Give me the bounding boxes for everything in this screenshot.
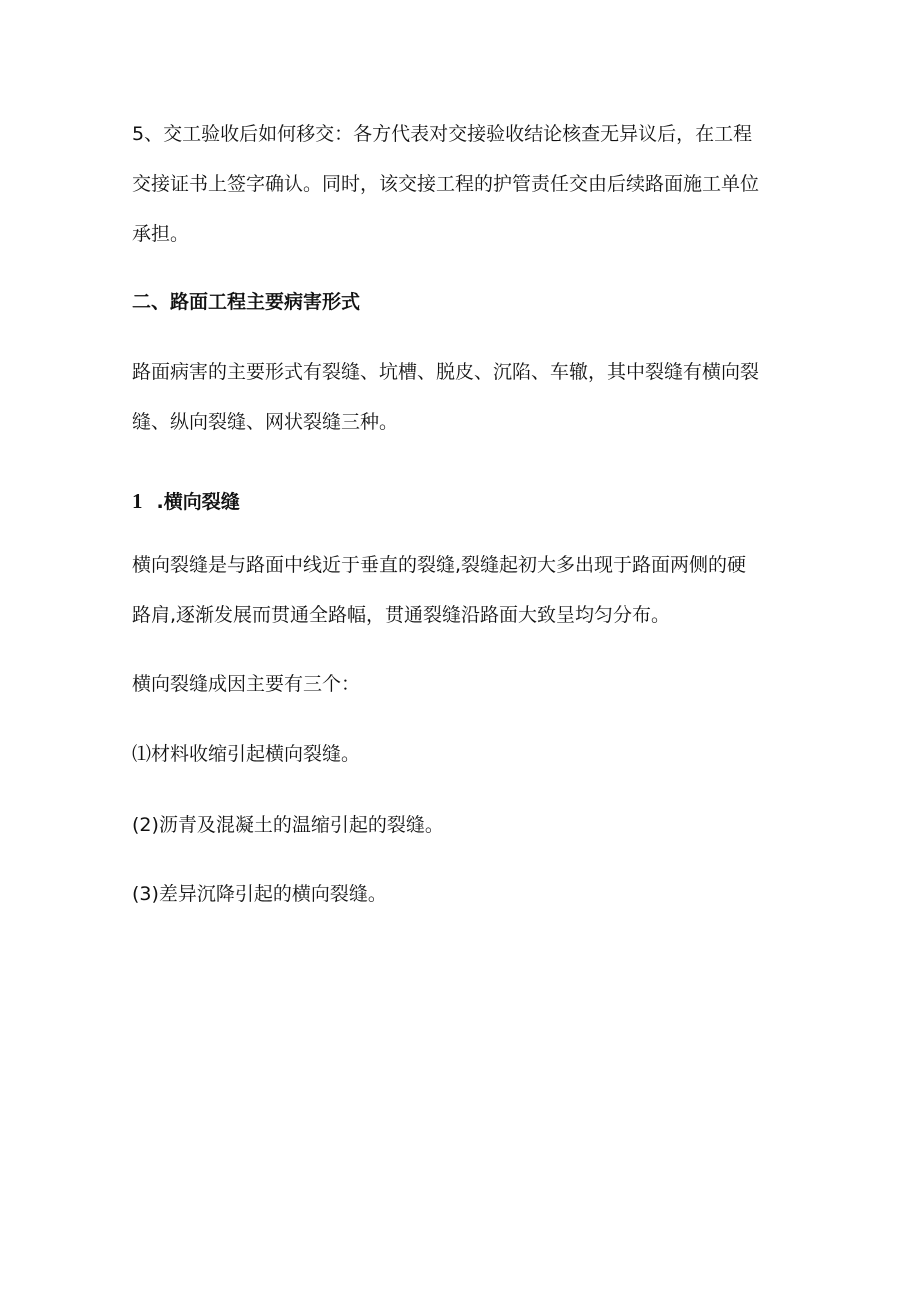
section-heading-2 <box>132 277 792 327</box>
cause-text: (3)差异沉降引起的横向裂缝。 <box>132 883 387 905</box>
text-line: 横向裂缝是与路面中线近于垂直的裂缝,裂缝起初大多出现于路面两侧的硬 <box>132 554 747 576</box>
subheading-text: .横向裂缝 <box>156 491 240 513</box>
text-line: 5、交工验收后如何移交：各方代表对交接验收结论核查无异议后，在工程 <box>132 123 753 145</box>
text-line: 缝、纵向裂缝、网状裂缝三种。 <box>132 411 399 433</box>
cause-item <box>132 800 792 850</box>
subheading-transverse-cracks <box>132 476 792 526</box>
text-line: 路肩,逐渐发展而贯通全路幅，贯通裂缝沿路面大致呈均匀分布。 <box>132 604 671 626</box>
section-5-paragraph <box>132 109 792 259</box>
cause-item <box>132 729 792 779</box>
intro-paragraph <box>132 347 792 447</box>
cause-text: ⑴材料收缩引起横向裂缝。 <box>132 743 361 765</box>
text-line: 交接证书上签字确认。同时，该交接工程的护管责任交由后续路面施工单位 <box>132 173 760 195</box>
cause-item <box>132 869 792 919</box>
cause-text: (2)沥青及混凝土的温缩引起的裂缝。 <box>132 814 444 836</box>
text-line: 横向裂缝成因主要有三个： <box>132 673 361 695</box>
subheading-line <box>132 476 792 526</box>
heading-text: 二、路面工程主要病害形式 <box>132 291 361 313</box>
causes-intro <box>132 659 792 709</box>
text-line: 路面病害的主要形式有裂缝、坑槽、脱皮、沉陷、车辙，其中裂缝有横向裂 <box>132 361 760 383</box>
text-line: 承担。 <box>132 223 190 245</box>
subheading-number: 1 <box>132 489 143 513</box>
transverse-description-paragraph <box>132 540 792 640</box>
